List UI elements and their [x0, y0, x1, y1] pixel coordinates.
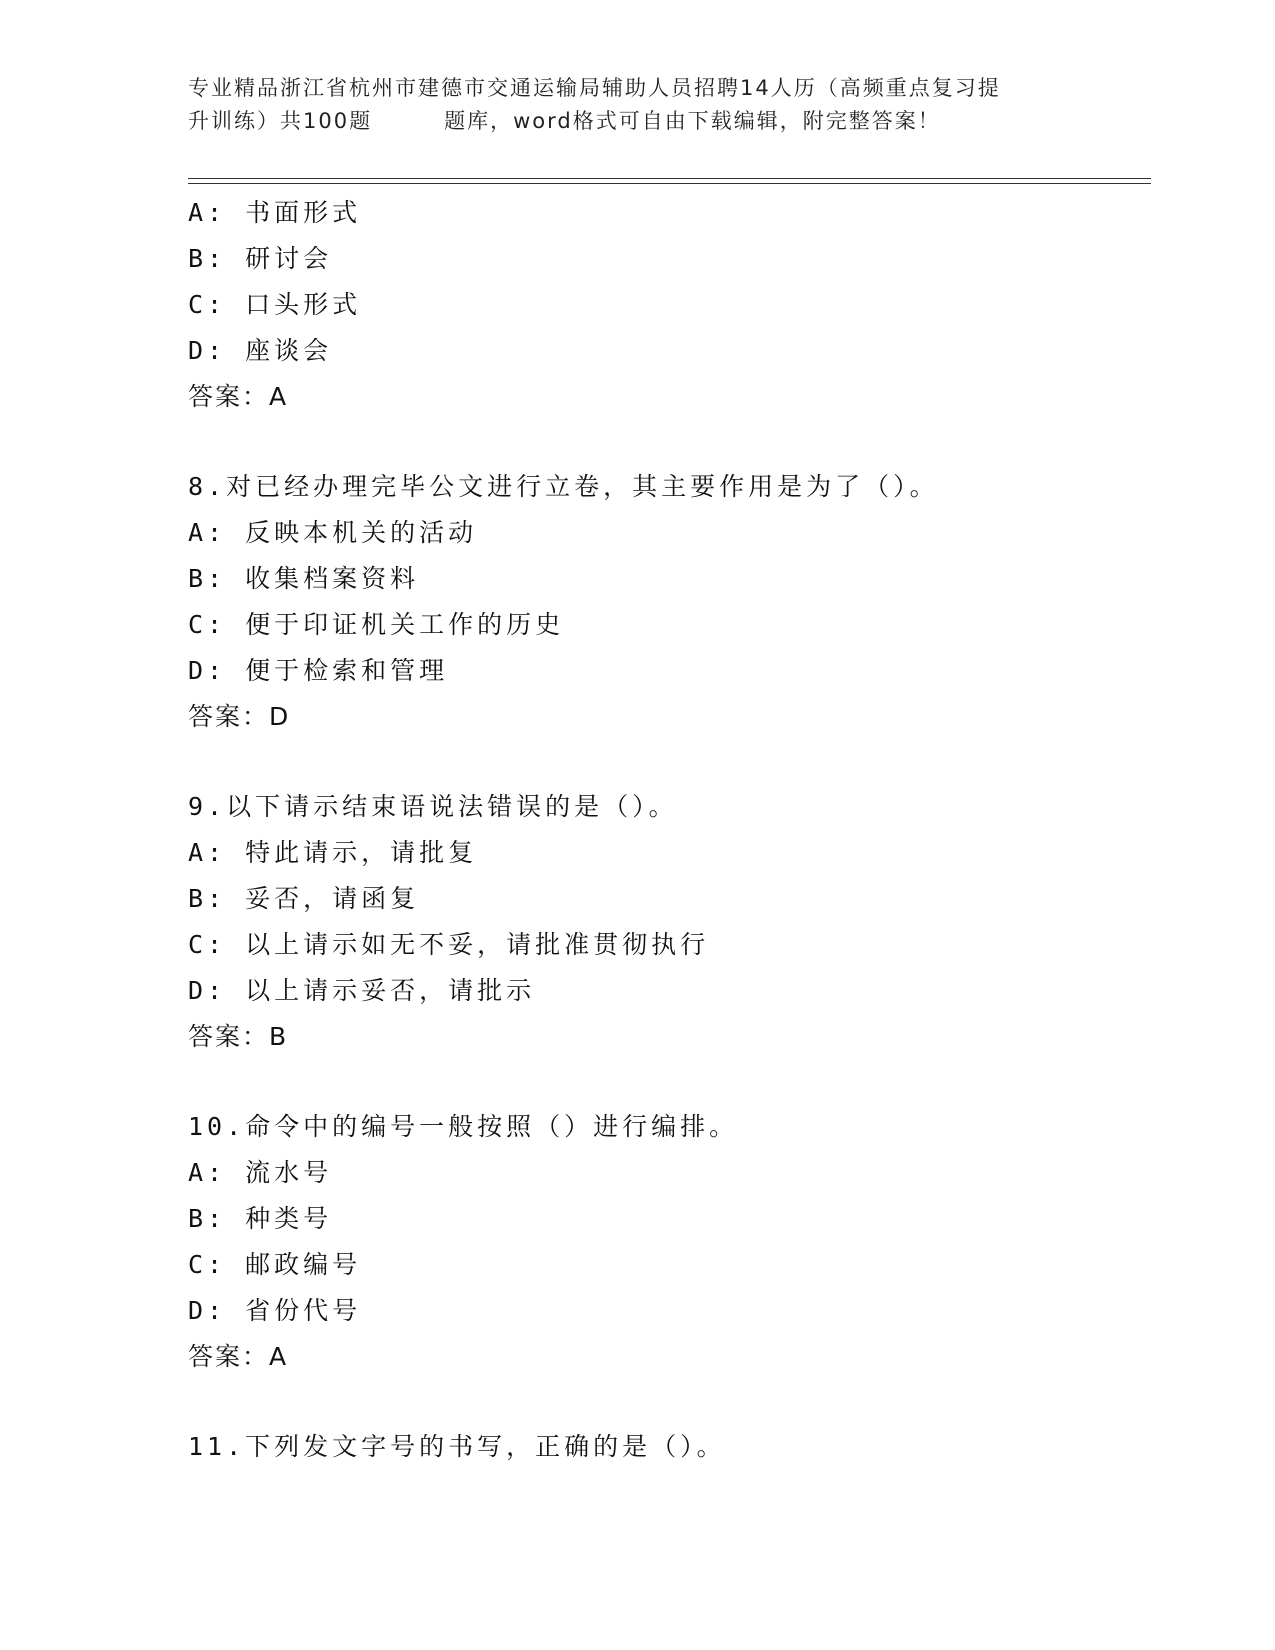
option-d: D: 省份代号	[188, 1296, 362, 1325]
spacer	[188, 740, 1148, 784]
header-line-2-part-1: 升训练）共100题	[188, 109, 373, 133]
option-c: C: 便于印证机关工作的历史	[188, 610, 565, 639]
spacer	[188, 1380, 1148, 1424]
option-b: B: 种类号	[188, 1204, 333, 1233]
option-a: A: 流水号	[188, 1158, 333, 1187]
question-block-11	[188, 1424, 1148, 1470]
answer-line: 答案：A	[188, 382, 289, 411]
question-title: 9.以下请示结束语说法错误的是（）。	[188, 792, 678, 821]
option-c: C: 以上请示如无不妥，请批准贯彻执行	[188, 930, 710, 959]
question-block-prev	[188, 190, 1148, 420]
option-d: D: 便于检索和管理	[188, 656, 449, 685]
header-line-1: 专业精品浙江省杭州市建德市交通运输局辅助人员招聘14人历（高频重点复习提	[188, 76, 1001, 100]
option-b: B: 收集档案资料	[188, 564, 420, 593]
header-line-2	[188, 105, 1088, 138]
question-block-9	[188, 784, 1148, 1060]
question-title: 11.下列发文字号的书写，正确的是（）。	[188, 1432, 726, 1461]
option-c: C: 邮政编号	[188, 1250, 362, 1279]
question-block-10	[188, 1104, 1148, 1380]
question-title: 10.命令中的编号一般按照（）进行编排。	[188, 1112, 739, 1141]
answer-line: 答案：D	[188, 702, 291, 731]
answer-line: 答案：B	[188, 1022, 289, 1051]
option-d: D: 座谈会	[188, 336, 333, 365]
question-title: 8.对已经办理完毕公文进行立卷，其主要作用是为了（）。	[188, 472, 939, 501]
answer-line: 答案：A	[188, 1342, 289, 1371]
header-line-2-part-2: 题库，word格式可自由下载编辑，附完整答案！	[444, 109, 941, 133]
header-rule-bottom	[188, 183, 1151, 184]
option-c: C: 口头形式	[188, 290, 362, 319]
document-header	[188, 72, 1088, 138]
question-block-8	[188, 464, 1148, 740]
spacer	[188, 1060, 1148, 1104]
option-b: B: 妥否，请函复	[188, 884, 420, 913]
option-a: A: 书面形式	[188, 198, 362, 227]
spacer	[188, 420, 1148, 464]
question-list	[188, 190, 1148, 1470]
option-b: B: 研讨会	[188, 244, 333, 273]
option-a: A: 反映本机关的活动	[188, 518, 478, 547]
option-a: A: 特此请示，请批复	[188, 838, 478, 867]
option-d: D: 以上请示妥否，请批示	[188, 976, 536, 1005]
header-rule-top	[188, 178, 1151, 179]
